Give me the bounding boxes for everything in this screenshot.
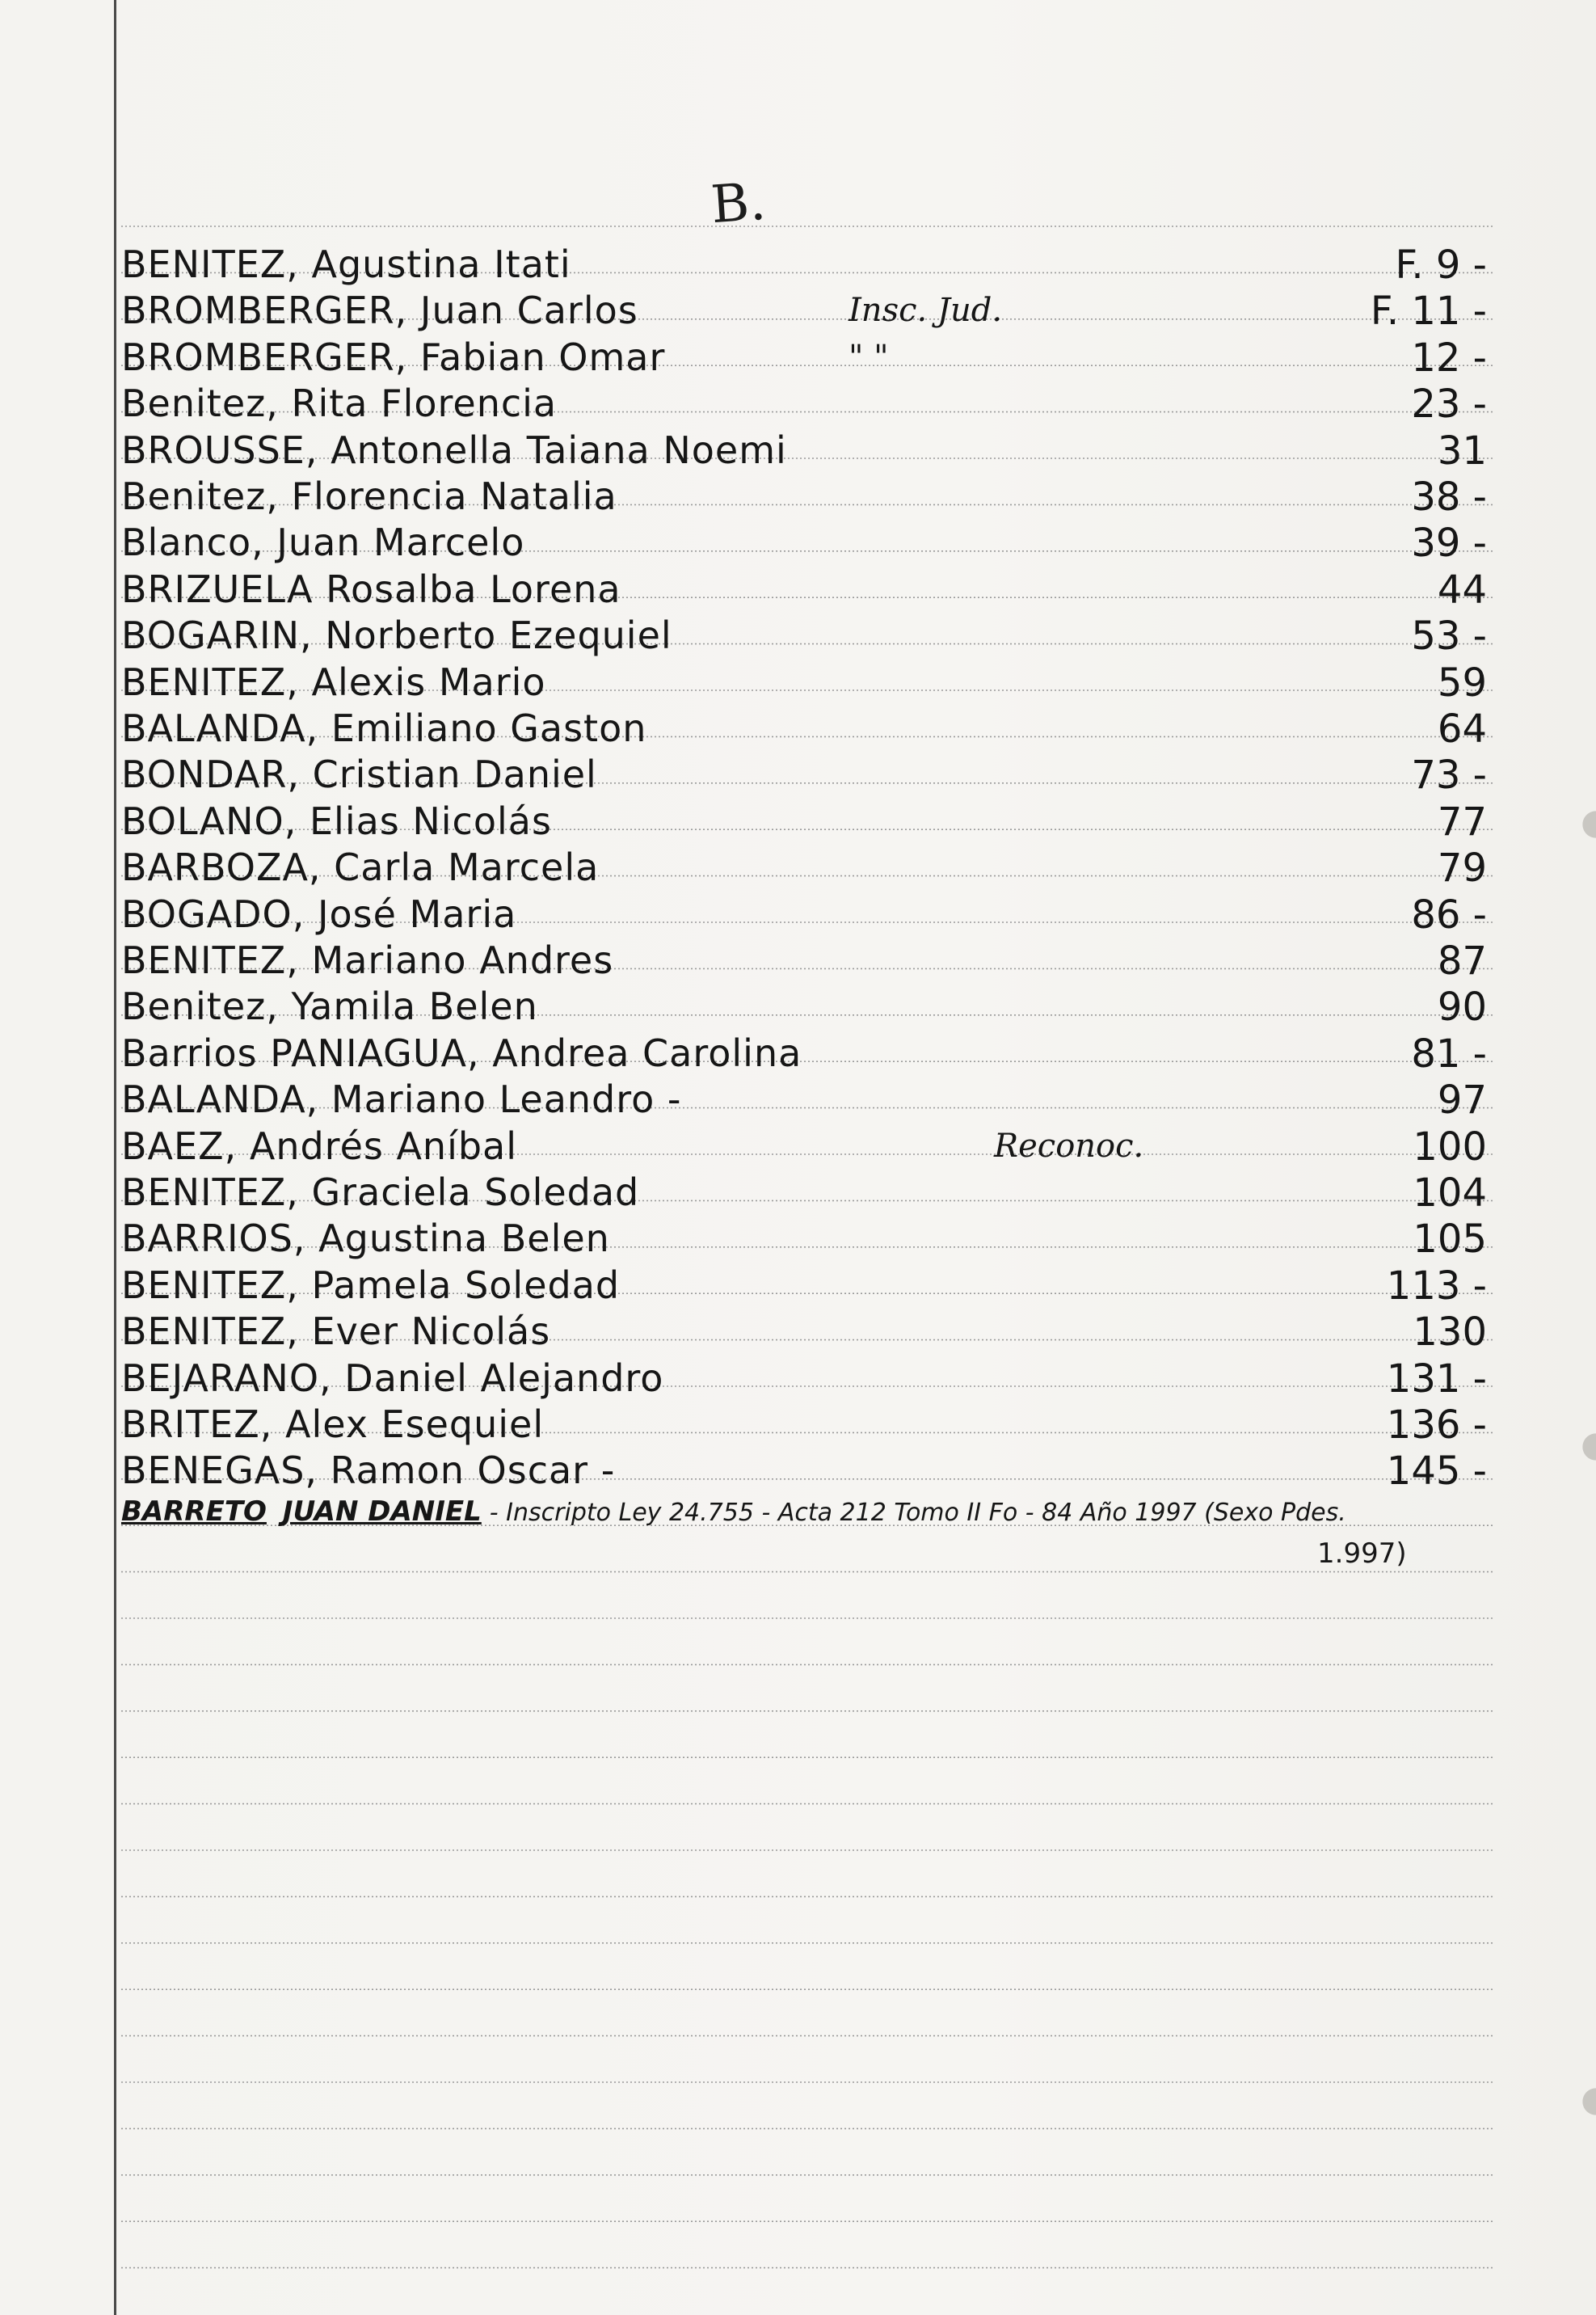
entry-folio: 104 [1413,1170,1487,1216]
entry-name: BOGARIN, Norberto Ezequiel [121,614,672,658]
entry-name: BROMBERGER, Fabian Omar [121,335,666,379]
entry-folio: 113 - [1386,1263,1487,1309]
register-entry [121,1356,1511,1400]
entry-name: BENITEZ, Pamela Soledad [121,1263,621,1307]
entry-name: Barrios PANIAGUA, Andrea Carolina [121,1031,802,1075]
special-entry-detail: - Inscripto Ley 24.755 - Acta 212 Tomo II Fo - 84 Año 1997 (Sexo Pdes. [489,1499,1346,1527]
entry-name: Blanco, Juan Marcelo [121,521,525,565]
entry-folio: 73 - [1411,753,1487,799]
special-entry-given-name: JUAN DANIEL [282,1495,482,1528]
entry-name: BONDAR, Cristian Daniel [121,753,597,797]
special-entry-surname: BARRETO [121,1495,267,1528]
entry-folio: 90 [1437,985,1487,1031]
special-entry [121,1495,1592,1584]
register-entry [121,1124,1511,1168]
entry-name: BENITEZ, Mariano Andres [121,938,614,982]
register-entry [121,428,1511,472]
register-entry [121,1217,1511,1263]
register-entry [121,799,1511,843]
register-entry [121,706,1511,750]
entry-note: Reconoc. [994,1127,1144,1165]
entry-folio: 44 [1437,567,1487,613]
entry-folio: 97 [1437,1077,1487,1124]
entry-name: BRITEZ, Alex Esequiel [121,1402,545,1446]
entry-name: BARRIOS, Agustina Belen [121,1217,610,1261]
entry-note: " " [849,338,889,376]
entry-folio: 105 [1413,1217,1487,1263]
entry-folio: 39 - [1411,521,1487,567]
entry-folio: 31 [1437,428,1487,474]
entry-name: Benitez, Florencia Natalia [121,474,617,518]
register-entry [121,521,1511,567]
entry-name: BEJARANO, Daniel Alejandro [121,1356,664,1400]
entry-folio: 87 [1437,938,1487,984]
entry-name: BOLANO, Elias Nicolás [121,799,552,843]
register-entry [121,660,1511,704]
entry-folio: 53 - [1411,614,1487,660]
register-entry [121,1031,1511,1075]
entry-folio: 79 [1437,845,1487,892]
entry-name: BAEZ, Andrés Aníbal [121,1124,518,1168]
register-entry [121,382,1511,428]
entry-name: BENITEZ, Alexis Mario [121,660,546,704]
register-entry [121,1263,1511,1307]
entry-name: BARBOZA, Carla Marcela [121,845,600,890]
register-entry [121,1077,1511,1124]
entry-note: Insc. Jud. [849,292,1003,330]
register-entry [121,985,1511,1031]
entry-name: BALANDA, Emiliano Gaston [121,706,647,750]
register-entry [121,892,1511,936]
entry-folio: 136 - [1386,1402,1487,1448]
entry-name: BENITEZ, Ever Nicolás [121,1309,551,1354]
entry-folio: 145 - [1386,1448,1487,1495]
entry-name: BENITEZ, Graciela Soledad [121,1170,640,1214]
entry-folio: F. 11 - [1370,289,1487,335]
register-entry [121,938,1511,982]
entry-folio: 12 - [1411,335,1487,381]
register-entry [121,1170,1511,1214]
entry-folio: 100 [1413,1124,1487,1170]
register-entry [121,335,1511,379]
entry-folio: 130 [1413,1309,1487,1356]
entry-name: BROUSSE, Antonella Taiana Noemi [121,428,787,472]
register-entry [121,1448,1511,1495]
special-entry-year: 1.997) [1317,1537,1407,1570]
entry-folio: F. 9 - [1395,242,1487,288]
entry-name: BENITEZ, Agustina Itati [121,242,571,286]
register-entry [121,474,1511,518]
register-entry [121,753,1511,799]
register-entry [121,614,1511,660]
register-entry [121,1402,1511,1446]
register-entry [121,1309,1511,1356]
special-entry-text [121,1495,1346,1528]
register-entry [121,845,1511,892]
entry-folio: 38 - [1411,474,1487,520]
entry-folio: 64 [1437,706,1487,752]
entry-name: BRIZUELA Rosalba Lorena [121,567,621,611]
entry-folio: 81 - [1411,1031,1487,1077]
entry-name: Benitez, Yamila Belen [121,985,538,1029]
entry-name: BENEGAS, Ramon Oscar - [121,1448,616,1493]
entry-name: Benitez, Rita Florencia [121,382,558,426]
register-entry [121,289,1511,335]
entry-folio: 77 [1437,799,1487,845]
register-entry [121,242,1511,286]
section-letter-heading: B. [709,171,768,236]
entry-name: BROMBERGER, Juan Carlos [121,289,638,333]
entry-folio: 59 [1437,660,1487,706]
entry-folio: 131 - [1386,1356,1487,1402]
entry-folio: 86 - [1411,892,1487,938]
entry-name: BOGADO, José Maria [121,892,517,936]
entry-name: BALANDA, Mariano Leandro - [121,1077,682,1122]
register-entry [121,567,1511,611]
entry-folio: 23 - [1411,382,1487,428]
